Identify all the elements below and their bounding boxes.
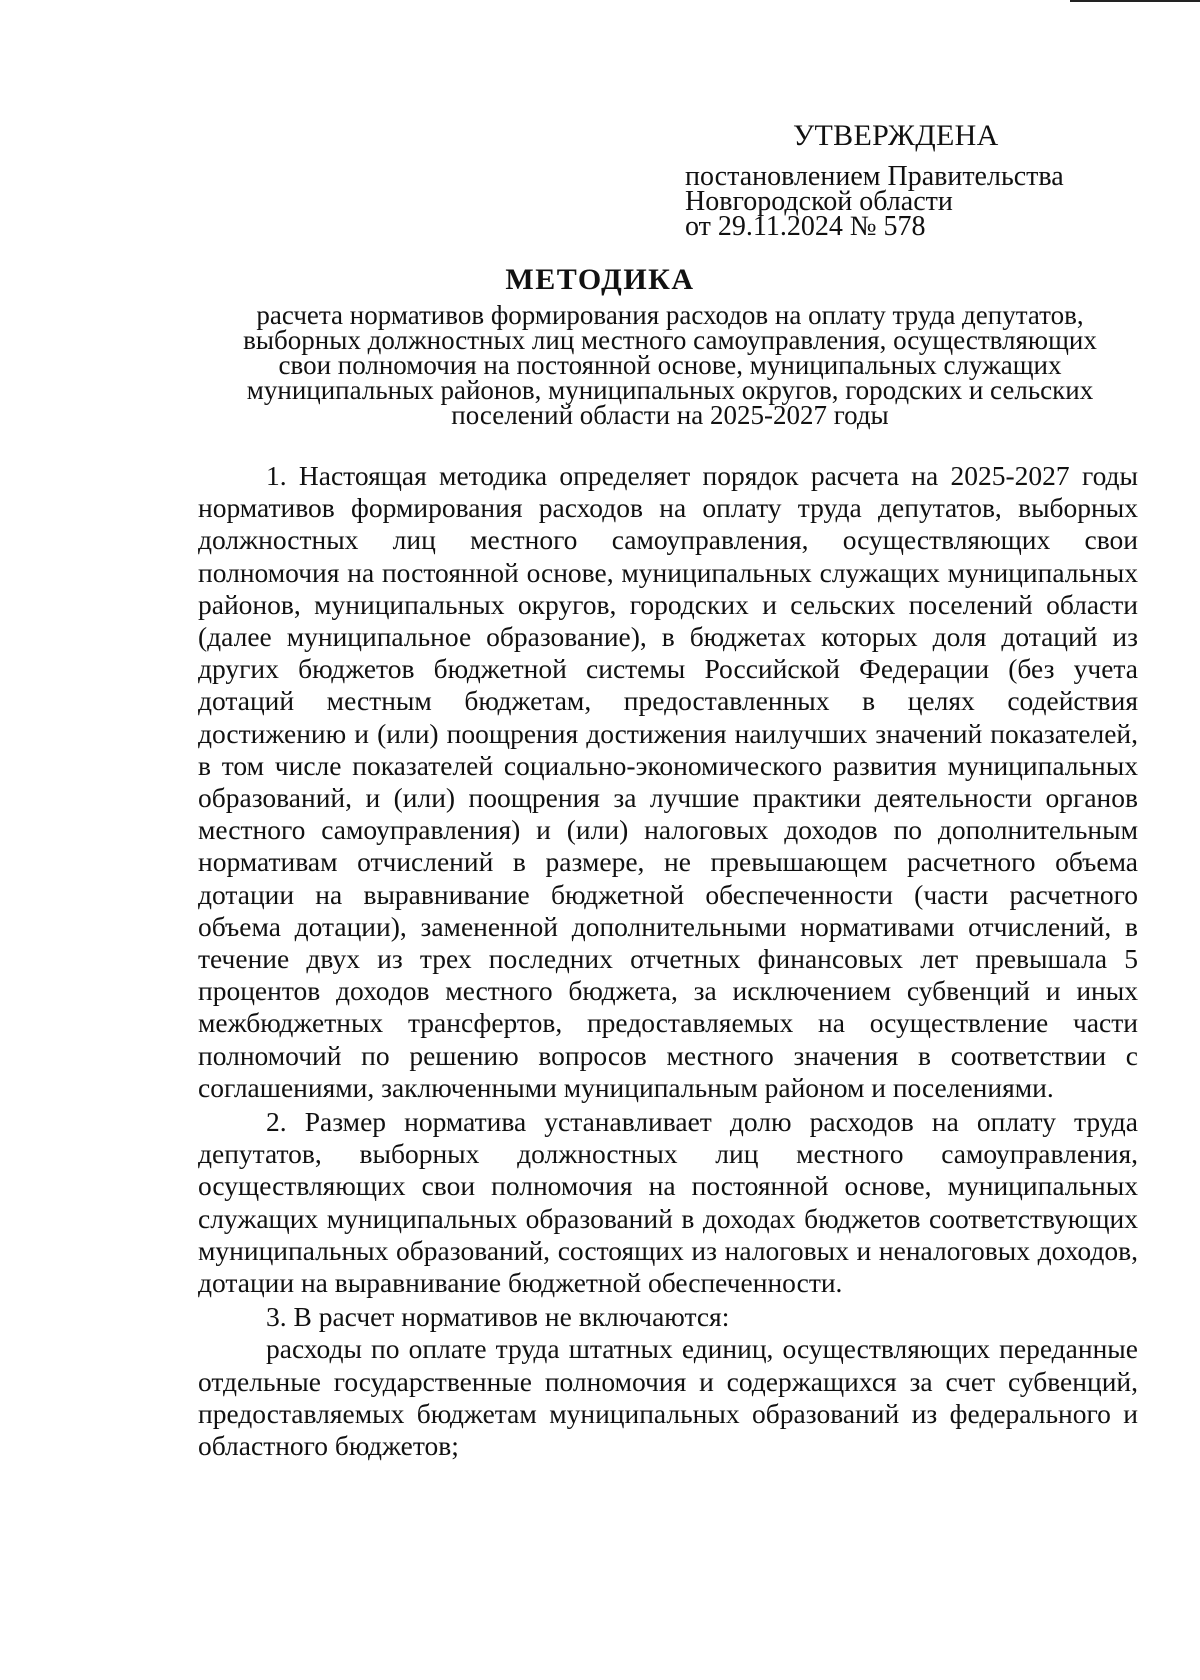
subtitle-line: расчета нормативов формирования расходов на оплату труда депутатов, bbox=[256, 300, 1084, 330]
scan-corner-rule bbox=[1070, 0, 1200, 2]
approval-line-region: Новгородской области bbox=[685, 186, 953, 217]
approval-stamp-block bbox=[685, 118, 1105, 242]
document-body bbox=[198, 460, 1138, 1462]
subtitle-line: свои полномочия на постоянной основе, муниципальных служащих bbox=[278, 350, 1062, 380]
approval-details bbox=[685, 161, 1105, 242]
paragraph-2: 2. Размер норматива устанавливает долю расходов на оплату труда депутатов, выборных должностных лиц местного самоуправления, осуществляющих свои полномочия на постоянной основе, муниципальных служащих муниципальных образований в доходах бюджетов соответствующих муниципальных образований, состоящих из налоговых и неналоговых доходов, дотации на выравнивание бюджетной обеспеченности. bbox=[198, 1106, 1138, 1299]
paragraph-3: 3. В расчет нормативов не включаются: bbox=[266, 1301, 730, 1333]
document-title: МЕТОДИКА bbox=[505, 263, 695, 296]
document-subtitle bbox=[200, 300, 1140, 430]
paragraph-1: 1. Настоящая методика определяет порядок расчета на 2025-2027 годы нормативов формирования расходов на оплату труда депутатов, выборных должностных лиц местного самоуправления, осуществляющих свои полномочия на постоянной основе, муниципальных служащих муниципальных районов, муниципальных округов, городских и сельских поселений области (далее муниципальное образование), в бюджетах которых доля дотаций из других бюджетов бюджетной системы Российской Федерации (без учета дотаций местным бюджетам, предоставленных в целях содействия достижению и (или) поощрения достижения наилучших значений показателей, в том числе показателей социально-экономического развития муниципальных образований, и (или) поощрения за лучшие практики деятельности органов местного самоуправления) и (или) налоговых доходов по дополнительным нормативам отчислений в размере, не превышающем расчетного объема дотации на выравнивание бюджетной обеспеченности (части расчетного объема дотации), замененной дополнительными нормативами отчислений, в течение двух из трех последних отчетных финансовых лет превышала 5 процентов доходов местного бюджета, за исключением субвенций и иных межбюджетных трансфертов, предоставляемых на осуществление части полномочий по решению вопросов местного значения в соответствии с соглашениями, заключенными муниципальным районом и поселениями. bbox=[198, 460, 1138, 1103]
approval-line-date-number: от 29.11.2024 № 578 bbox=[685, 211, 926, 242]
subtitle-line: поселений области на 2025-2027 годы bbox=[451, 400, 889, 430]
paragraph-3-item: расходы по оплате труда штатных единиц, осуществляющих переданные отдельные государственные полномочия и содержащихся за счет субвенций, предоставляемых бюджетам муниципальных образований из федерального и областного бюджетов; bbox=[198, 1333, 1138, 1462]
subtitle-line: муниципальных районов, муниципальных округов, городских и сельских bbox=[246, 375, 1094, 405]
approval-title: УТВЕРЖДЕНА bbox=[793, 119, 999, 152]
subtitle-line: выборных должностных лиц местного самоуправления, осуществляющих bbox=[243, 325, 1097, 355]
approval-line-authority: постановлением Правительства bbox=[685, 161, 1064, 192]
